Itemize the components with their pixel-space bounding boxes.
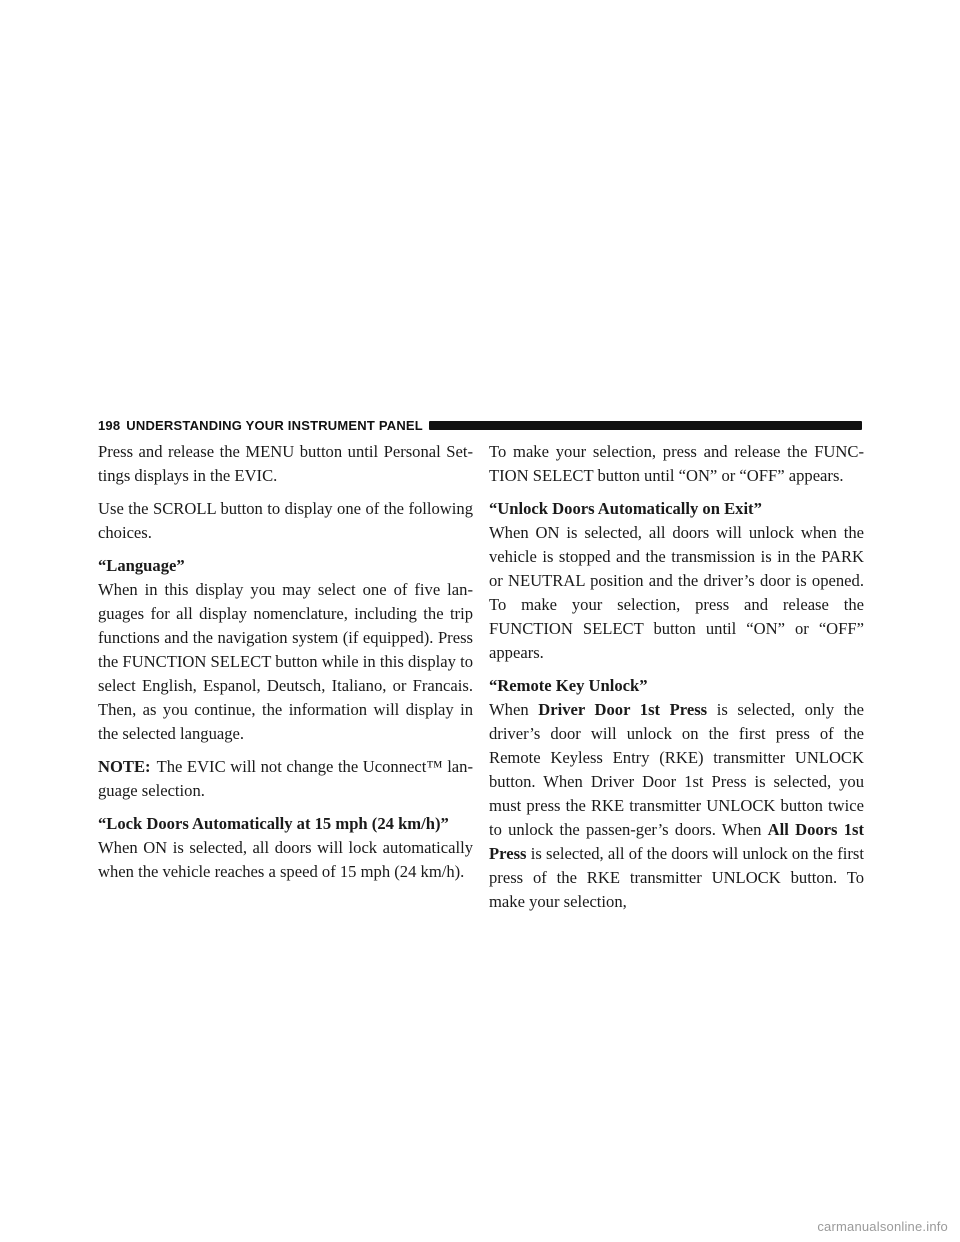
lock-doors-heading: “Lock Doors Automatically at 15 mph (24 km/h)” [98,814,449,833]
all-doors-option: All Doors 1st Press [489,820,864,863]
intro-paragraph: Press and release the MENU button until Personal Set-tings displays in the EVIC. [98,442,473,485]
remote-when-1: When [489,700,529,719]
unlock-exit-heading: “Unlock Doors Automatically on Exit” [489,499,762,518]
selection-paragraph: To make your selection, press and release the FUNC-TION SELECT button until “ON” or “OFF” appears. [489,442,864,485]
unlock-exit-paragraph: When ON is selected, all doors will unlock when the vehicle is stopped and the transmission is in the PARK or NEUTRAL position and the driver’s door is opened. To make your selection, press and release the FUNCTION SELECT button until “ON” or “OFF” appears. [489,523,864,662]
language-paragraph: When in this display you may select one of five lan-guages for all display nomenclature, including the trip functions and the navigation system (if equipped). Press the FUNCTION SELECT button while in this display to select English, Espanol, Deutsch, Italiano, or Francais. Then, as you continue, the information will display in the selected language. [98,580,473,743]
lock-doors-paragraph: When ON is selected, all doors will lock automatically when the vehicle reaches a speed of 15 mph (24 km/h). [98,838,473,881]
remote-key-heading: “Remote Key Unlock” [489,676,648,695]
note-paragraph [98,755,473,803]
remote-text-1: is selected, only the driver’s door will unlock on the first press of the Remote Keyless Entry (RKE) transmitter UNLOCK button. When Driver Door 1st Press is selected, you must press the RKE transmitter UNLOCK button twice to unlock the passen-ger’s doors. When [489,700,864,839]
right-column [489,440,864,923]
header-rule [429,421,862,430]
section-title: UNDERSTANDING YOUR INSTRUMENT PANEL [126,417,423,433]
left-column [98,440,473,893]
page-number: 198 [98,417,121,433]
note-label: NOTE: [98,757,151,776]
language-heading: “Language” [98,556,185,575]
remote-key-paragraph [489,698,864,914]
watermark: carmanualsonline.info [817,1219,948,1234]
scroll-paragraph: Use the SCROLL button to display one of the following choices. [98,499,473,542]
page-header [98,414,862,436]
note-text: The EVIC will not change the Uconnect™ lan-guage selection. [98,757,473,800]
driver-door-option: Driver Door 1st Press [538,700,708,719]
remote-text-2: is selected, all of the doors will unlock on the first press of the RKE transmitter UNLOCK button. To make your selection, [489,844,864,911]
